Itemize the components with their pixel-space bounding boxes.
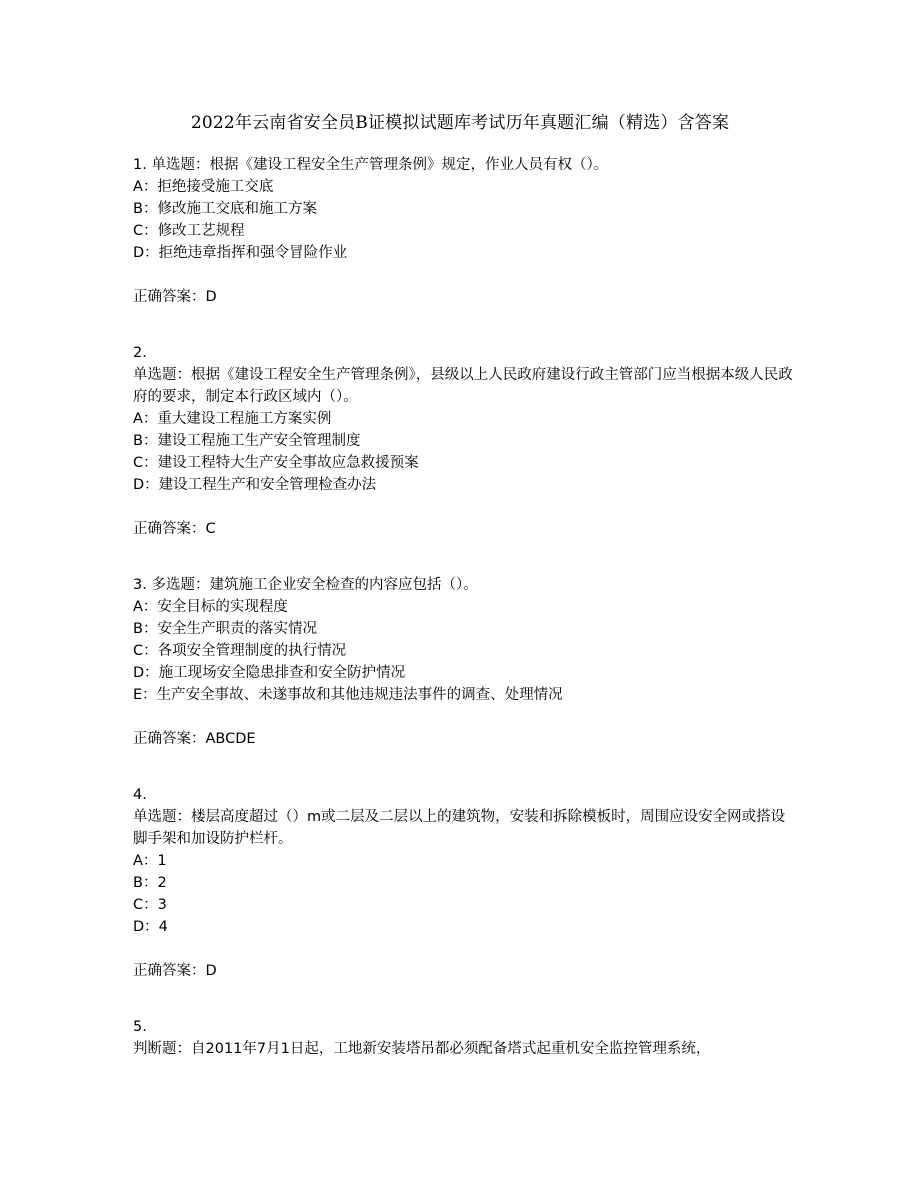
question-number: 3.	[133, 577, 147, 593]
option-a: A：1	[133, 853, 167, 869]
option-c: C：建设工程特大生产安全事故应急救援预案	[133, 455, 419, 471]
option-a: A：拒绝接受施工交底	[133, 179, 274, 195]
question-1	[133, 154, 793, 308]
question-number: 2.	[133, 345, 147, 361]
question-5	[133, 1016, 793, 1060]
option-c: C：各项安全管理制度的执行情况	[133, 643, 347, 659]
option-c: C：修改工艺规程	[133, 223, 245, 239]
question-number: 1.	[133, 157, 147, 173]
document-title: 2022年云南省安全员B证模拟试题库考试历年真题汇编（精选）含答案	[190, 113, 730, 133]
question-2	[133, 342, 793, 540]
answer: 正确答案：C	[133, 521, 216, 537]
option-d: D：施工现场安全隐患排查和安全防护情况	[133, 665, 406, 681]
option-a: A：安全目标的实现程度	[133, 599, 288, 615]
option-b: B：2	[133, 875, 167, 891]
answer: 正确答案：D	[133, 289, 217, 305]
question-4	[133, 784, 793, 982]
question-3	[133, 574, 793, 750]
question-list	[133, 154, 793, 1060]
answer: 正确答案：D	[133, 963, 217, 979]
answer: 正确答案：ABCDE	[133, 731, 256, 747]
option-a: A：重大建设工程施工方案实例	[133, 411, 332, 427]
option-d: D：建设工程生产和安全管理检查办法	[133, 477, 377, 493]
option-b: B：建设工程施工生产安全管理制度	[133, 433, 361, 449]
option-b: B：修改施工交底和施工方案	[133, 201, 317, 217]
question-number: 4.	[133, 787, 147, 803]
option-d: D：拒绝违章指挥和强令冒险作业	[133, 245, 348, 261]
question-stem	[133, 154, 793, 176]
question-stem	[133, 574, 793, 596]
question-text: 多选题：建筑施工企业安全检查的内容应包括（）。	[151, 577, 478, 593]
question-text: 判断题：自2011年7月1日起，工地新安装塔吊都必须配备塔式起重机安全监控管理系统，	[133, 1041, 711, 1057]
question-number: 5.	[133, 1019, 147, 1035]
question-text: 单选题：根据《建设工程安全生产管理条例》，县级以上人民政府建设行政主管部门应当根据本级人民政府的要求，制定本行政区域内（）。	[133, 367, 793, 405]
question-text: 单选题：根据《建设工程安全生产管理条例》规定，作业人员有权（）。	[151, 157, 609, 173]
option-e: E：生产安全事故、未遂事故和其他违规违法事件的调查、处理情况	[133, 687, 563, 703]
option-c: C：3	[133, 897, 167, 913]
option-d: D：4	[133, 919, 168, 935]
question-text: 单选题：楼层高度超过（）m或二层及二层以上的建筑物，安装和拆除模板时，周围应设安全网或搭设脚手架和加设防护栏杆。	[133, 809, 786, 847]
option-b: B：安全生产职责的落实情况	[133, 621, 317, 637]
